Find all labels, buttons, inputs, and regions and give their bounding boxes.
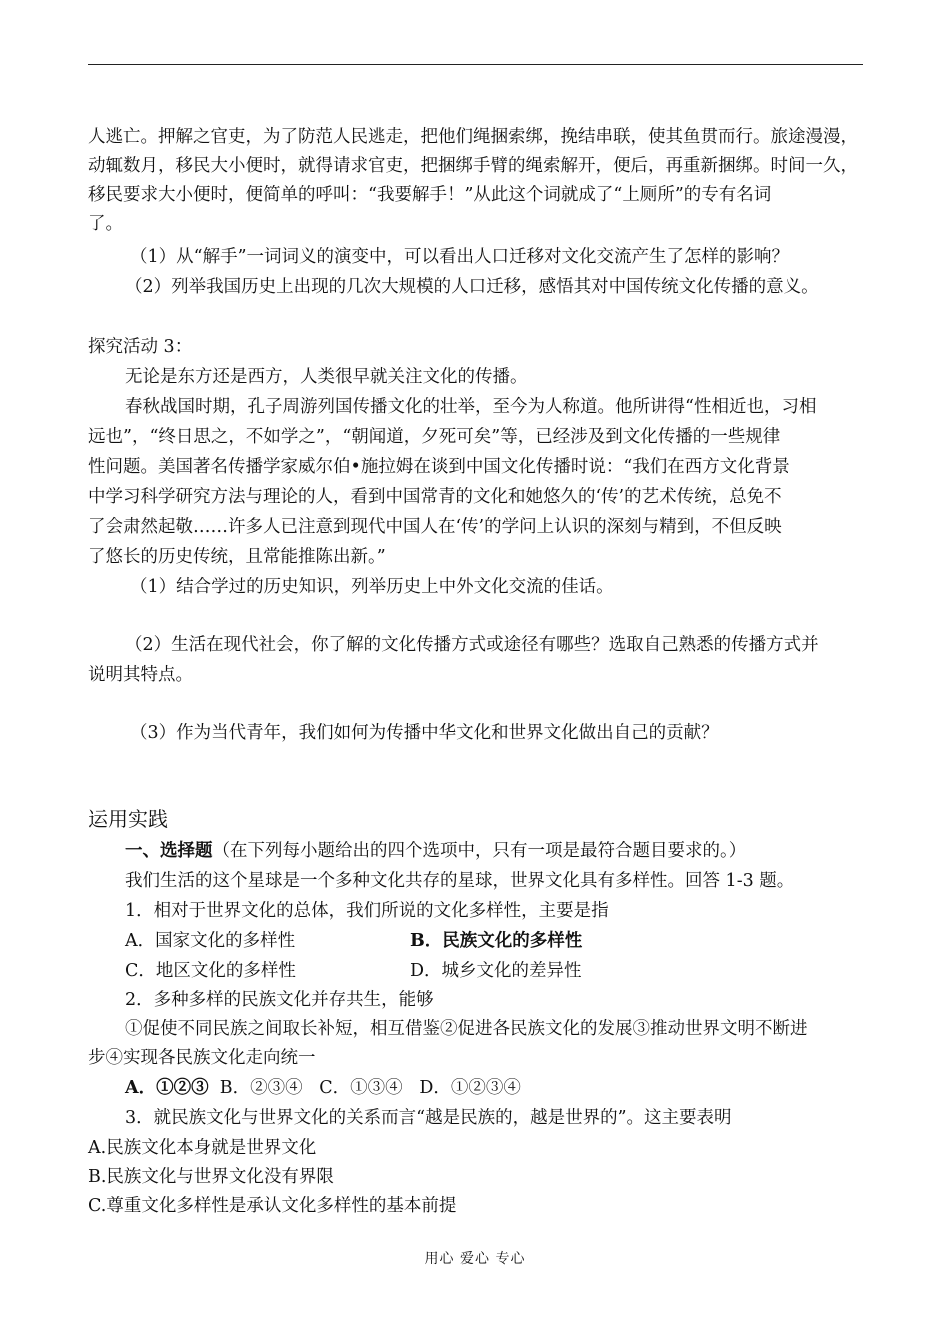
passage-line-4: 了。: [88, 214, 123, 234]
question-3-option-a: A.民族文化本身就是世界文化: [88, 1138, 317, 1158]
header-rule: [88, 64, 863, 65]
passage-line-3: 移民要求大小便时，便简单的呼叫：“我要解手！”从此这个词就成了“上厕所”的专有名词: [88, 185, 772, 205]
passage-question-1: （1）从“解手”一词词义的演变中，可以看出人口迁移对文化交流产生了怎样的影响？: [130, 247, 790, 267]
activity-para-line-1: 春秋战国时期，孔子周游列国传播文化的壮举，至今为人称道。他所讲得“性相近也，习相: [125, 397, 817, 417]
question-3-text: 3．就民族文化与世界文化的关系而言“越是民族的，越是世界的”。这主要表明: [125, 1108, 732, 1128]
question-1-option-a: A．国家文化的多样性: [125, 931, 296, 951]
activity-para-line-3: 性问题。美国著名传播学家威尔伯•施拉姆在谈到中国文化传播时说：“我们在西方文化背景: [88, 457, 790, 477]
question-2-other-options: B．②③④ C．①③④ D．①②③④: [208, 1078, 521, 1098]
activity-para-line-4: 中学习科学研究方法与理论的人，看到中国常青的文化和她悠久的‘传’的艺术传统，总免不: [88, 487, 782, 507]
question-1-option-b: B．民族文化的多样性: [410, 931, 583, 951]
question-3-option-c: C.尊重文化多样性是承认文化多样性的基本前提: [88, 1196, 457, 1216]
question-stem: 我们生活的这个星球是一个多种文化共存的星球，世界文化具有多样性。回答 1-3 题。: [125, 871, 795, 891]
activity-title: 探究活动 3：: [88, 337, 193, 357]
question-3-option-b: B.民族文化与世界文化没有界限: [88, 1167, 334, 1187]
question-1-text: 1．相对于世界文化的总体，我们所说的文化多样性，主要是指: [125, 901, 609, 921]
passage-line-1: 人逃亡。押解之官吏，为了防范人民逃走，把他们绳捆索绑，挽结串联，使其鱼贯而行。旅途漫漫，: [88, 127, 858, 147]
question-2-line-2: 步④实现各民族文化走向统一: [88, 1048, 316, 1068]
question-2-option-a: A．①②③: [125, 1078, 209, 1098]
activity-intro: 无论是东方还是西方，人类很早就关注文化的传播。: [125, 367, 528, 387]
passage-question-2: （2）列举我国历史上出现的几次大规模的人口迁移，感悟其对中国传统文化传播的意义。: [125, 277, 819, 297]
page-footer: 用心 爱心 专心: [424, 1251, 526, 1267]
section-note: （在下列每小题给出的四个选项中，只有一项是最符合题目要求的。）: [212, 841, 747, 861]
practice-heading: 运用实践: [88, 807, 168, 831]
activity-para-line-5: 了会肃然起敬……许多人已注意到现代中国人在‘传’的学问上认识的深刻与精到，不但反映: [88, 517, 782, 537]
activity-question-2: （2）生活在现代社会，你了解的文化传播方式或途径有哪些？选取自己熟悉的传播方式并: [125, 635, 819, 655]
section-header: [125, 840, 746, 862]
activity-question-3: （3）作为当代青年，我们如何为传播中华文化和世界文化做出自己的贡献？: [130, 723, 719, 743]
question-2-line-1: ①促使不同民族之间取长补短，相互借鉴②促进各民族文化的发展③推动世界文明不断进: [125, 1019, 808, 1039]
question-2-text: 2．多种多样的民族文化并存共生，能够: [125, 990, 434, 1010]
activity-question-1: （1）结合学过的历史知识，列举历史上中外文化交流的佳话。: [130, 577, 614, 597]
activity-question-2-cont: 说明其特点。: [88, 665, 193, 685]
question-2-options: [125, 1077, 521, 1099]
passage-line-2: 动辄数月，移民大小便时，就得请求官吏，把捆绑手臂的绳索解开，便后，再重新捆绑。时间一久，: [88, 156, 858, 176]
question-1-option-d: D．城乡文化的差异性: [410, 961, 582, 981]
activity-para-line-2: 远也”，“终日思之，不如学之”，“朝闻道，夕死可矣”等，已经涉及到文化传播的一些规律: [88, 427, 781, 447]
question-1-option-c: C．地区文化的多样性: [125, 961, 296, 981]
activity-para-line-6: 了悠长的历史传统，且常能推陈出新。”: [88, 547, 386, 567]
section-title: 一、选择题: [125, 841, 213, 861]
